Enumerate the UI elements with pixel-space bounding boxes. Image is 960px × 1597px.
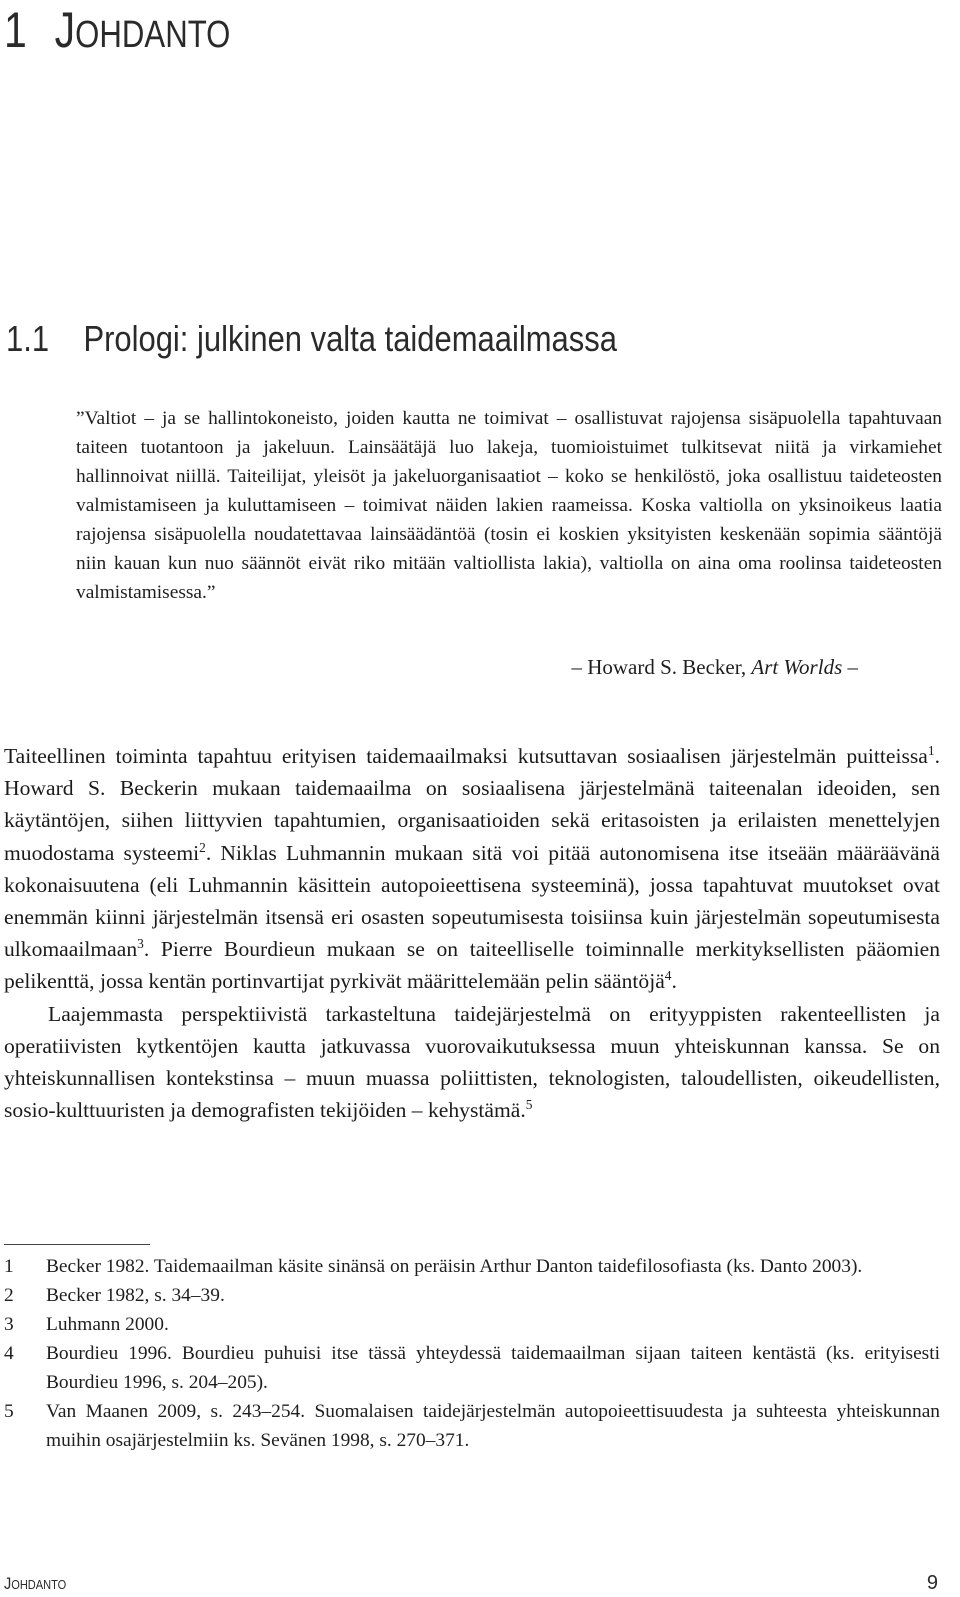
footnote-text: Becker 1982, s. 34–39. — [46, 1285, 225, 1306]
footnote-4 — [4, 1339, 940, 1397]
footnote-2 — [4, 1281, 940, 1310]
paragraph-1: Taiteellinen toiminta tapahtuu erityisen taidemaailmaksi kutsuttavan sosiaalisen järjestelmän puitteissa$^1$. Howard S. Beckerin mukaan taidemaailma on sosiaalisena järjestelmänä taiteenalan ideoiden, sen käytäntöjen, siihen liittyvien tapahtumien, organisaatioiden sekä eritasoisten ja erilaisten menettelyjen muodostama systeemi$^2$. Niklas Luhmannin mukaan sitä voi pitää autonomisena itse itseään määräävänä kokonaisuutena (eli Luhmannin käsittein autopoieettisena systeeminä), jossa tapahtuvat muutokset ovat enemmän kiinni järjestelmän itsensä eri osasten sopeutumisesta toisiinsa kuin järjestelmän sopeutumisesta ulkomaailmaan$^3$. Pierre Bourdieun mukaan se on taiteelliselle toiminnalle merkityksellisten pääomien pelikenttä, jossa kentän portinvartijat pyrkivät määrittelemään pelin sääntöjä$^4$. — [4, 742, 940, 994]
footnote-text: Bourdieu 1996. Bourdieu puhuisi itse tässä yhteydessä taidemaailman sijaan taiteen kentästä (ks. erityisesti Bourdieu 1996, s. 204–205). — [46, 1343, 940, 1393]
attribution-work: Art Worlds — [751, 655, 843, 679]
attribution-dash-left: – — [571, 655, 582, 679]
footnote-ref-1[interactable]: 1 — [927, 742, 935, 758]
epigraph-text: ”Valtiot – ja se hallintokoneisto, joiden kautta ne toimivat – osallistuvat rajojensa sisäpuolella tapahtuvaan taiteen tuotantoon ja jakeluun. Lainsäätäjä luo lakeja, tuomioistuimet tulkitsevat niitä ja virkamiehet hallinnoivat niillä. Taiteilijat, yleisöt ja jakeluorganisaatiot – koko se henkilöstö, joka osallistuu taideteosten valmistamiseen ja kuluttamiseen – toimivat näiden lakien raameissa. Koska valtiolla on yksinoikeus laatia rajojensa sisäpuolella noudatettavaa lainsäädäntöä (tosin ei koskien yksityisten keskenään sopimia sääntöjä niin kauan kun nuo säännöt eivät riko mitään valtiollista lakia), valtiolla on aina oma roolinsa taideteosten valmistamisessa.” — [76, 408, 942, 603]
chapter-title-text: JOHDANTO — [54, 2, 231, 58]
footnote-text: Luhmann 2000. — [46, 1314, 169, 1335]
footnote-number: 3 — [4, 1314, 14, 1335]
footnotes — [4, 1252, 940, 1455]
footnote-number: 1 — [4, 1256, 14, 1277]
footnote-1 — [4, 1252, 940, 1281]
section-number: 1.1 — [6, 318, 50, 359]
footnote-ref-3[interactable]: 3 — [137, 936, 144, 952]
paragraph-2: Laajemmasta perspektiivistä tarkasteltuna taidejärjestelmä on erityyppisten rakenteellisten ja operatiivisten kytkentöjen kautta jatkuvassa vuorovaikutuksessa muun yhteiskunnan kanssa. Se on yhteiskunnallisen kontekstinsa – muun muassa poliittisten, teknologisten, taloudellisten, oikeudellisten, sosio-kulttuuristen ja demografisten tekijöiden – kehystämä.$^5$ — [4, 1001, 940, 1123]
footnote-number: 4 — [4, 1343, 14, 1364]
page-number: 9 — [926, 1572, 938, 1594]
footnote-ref-2[interactable]: 2 — [199, 839, 206, 855]
running-footer-title: JOHDANTO — [4, 1574, 67, 1593]
footnote-text: Becker 1982. Taidemaailman käsite sinänsä on peräisin Arthur Danton taidefilosofiasta (ks. Danto 2003). — [46, 1256, 863, 1277]
footnote-text: Van Maanen 2009, s. 243–254. Suomalaisen taidejärjestelmän autopoieettisuudesta ja suhteesta yhteiskunnan muihin osajärjestelmiin ks. Sevänen 1998, s. 270–371. — [46, 1401, 940, 1451]
footnote-5 — [4, 1397, 940, 1455]
section-title — [6, 318, 617, 360]
footnote-ref-4[interactable]: 4 — [664, 968, 672, 984]
footnote-number: 5 — [4, 1401, 14, 1422]
chapter-number: 1 — [4, 2, 27, 58]
body-text — [4, 740, 940, 1126]
attribution-author: Howard S. Becker, — [587, 655, 747, 679]
section-title-text: Prologi: julkinen valta taidemaailmassa — [83, 318, 617, 359]
chapter-title — [4, 0, 230, 65]
attribution-dash-right: – — [847, 655, 858, 679]
epigraph-attribution — [76, 652, 858, 682]
footnote-ref-5[interactable]: 5 — [525, 1097, 533, 1113]
footnote-divider — [4, 1244, 150, 1245]
footnote-number: 2 — [4, 1285, 14, 1306]
epigraph-quote — [76, 404, 942, 607]
footnote-3 — [4, 1310, 940, 1339]
